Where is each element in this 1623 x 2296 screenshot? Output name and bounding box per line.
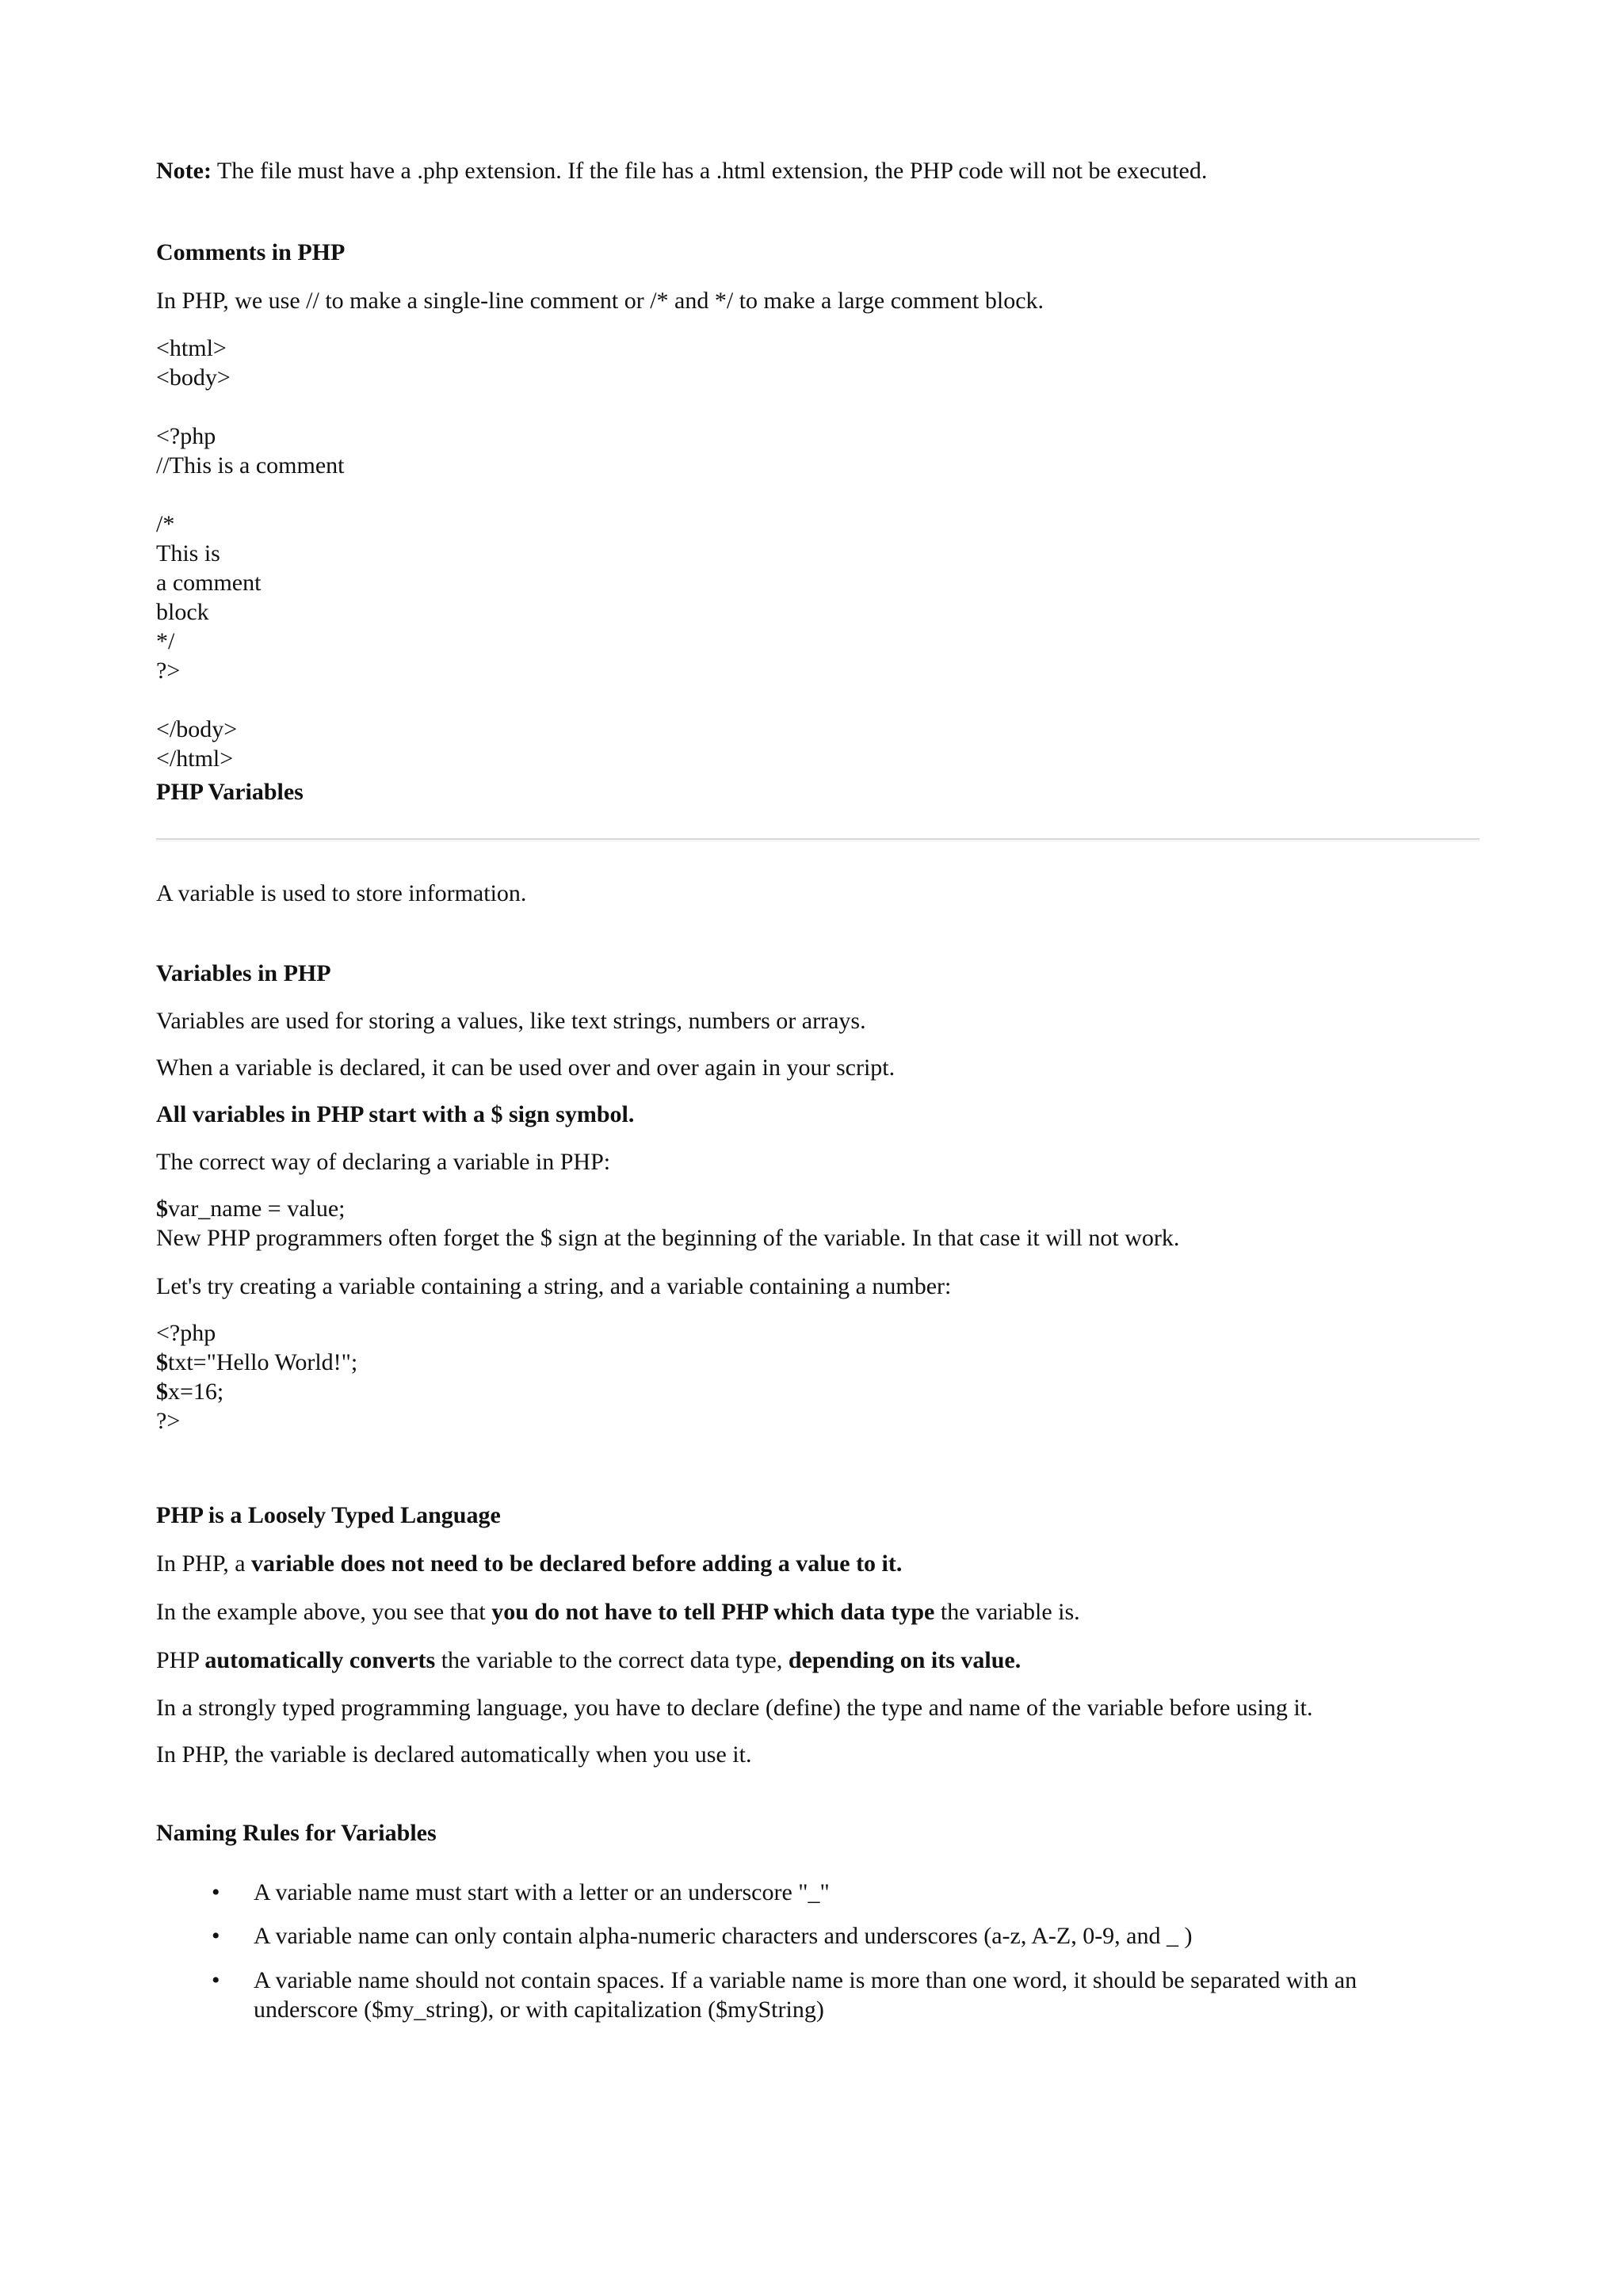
code-line: txt="Hello World!"; (168, 1349, 358, 1375)
variables-title: PHP Variables (156, 779, 304, 805)
note-text: The file must have a .php extension. If the file has a .html extension, the PHP code will not be executed. (211, 158, 1208, 184)
text: In PHP, a (156, 1550, 252, 1577)
dollar-sign: $ (156, 1196, 168, 1222)
rule-text: A variable name must start with a letter or an underscore "_" (254, 1879, 830, 1905)
code-line: </body> (156, 716, 238, 742)
code-line: ?> (156, 1408, 181, 1434)
variables-code-block (156, 1318, 357, 1436)
code-line: <html> (156, 335, 227, 361)
code-line: */ (156, 628, 175, 654)
bullet-icon: • (212, 1967, 220, 1993)
bold-text: you do not have to tell PHP which data type (491, 1599, 935, 1625)
code-line (156, 480, 344, 509)
code-line: /* (156, 511, 175, 537)
naming-heading: Naming Rules for Variables (156, 1820, 437, 1846)
code-line: x=16; (168, 1379, 224, 1405)
code-line: block (156, 599, 209, 625)
variables-p3: All variables in PHP start with a $ sign symbol. (156, 1101, 635, 1127)
text: the variable to the correct data type, (435, 1647, 789, 1673)
rule-text: A variable name should not contain spaces. If a variable name is more than one word, it should be separated with an underscore ($my_string), or with capitalization ($myString) (254, 1967, 1358, 2023)
declaration-text: var_name = value; (168, 1196, 346, 1222)
code-line: <?php (156, 423, 216, 449)
dollar-sign: $ (156, 1379, 168, 1405)
text: PHP (156, 1647, 205, 1673)
loosely-heading: PHP is a Loosely Typed Language (156, 1502, 501, 1528)
comments-intro: In PHP, we use // to make a single-line comment or /* and */ to make a large comment block. (156, 288, 1044, 314)
bold-text: automatically converts (204, 1647, 436, 1673)
rule-text: A variable name can only contain alpha-numeric characters and underscores (a-z, A-Z, 0-9, and _ ) (254, 1923, 1193, 1949)
loosely-p1 (156, 1549, 902, 1578)
variables-intro: A variable is used to store information. (156, 880, 527, 906)
dollar-sign: $ (156, 1349, 168, 1375)
code-line: <body> (156, 364, 231, 391)
text: the variable is. (934, 1599, 1080, 1625)
bold-text: depending on its value. (788, 1647, 1022, 1673)
text: In the example above, you see that (156, 1599, 492, 1625)
loosely-p5: In PHP, the variable is declared automatically when you use it. (156, 1741, 752, 1768)
variables-p4: The correct way of declaring a variable in PHP: (156, 1149, 611, 1175)
comments-heading: Comments in PHP (156, 239, 346, 265)
variables-p2: When a variable is declared, it can be used over and over again in your script. (156, 1055, 896, 1081)
code-line: </html> (156, 746, 234, 772)
bullet-icon: • (212, 1923, 220, 1949)
code-line: <?php (156, 1320, 216, 1346)
variables-heading: Variables in PHP (156, 960, 331, 986)
code-line: //This is a comment (156, 452, 345, 479)
variables-p5: New PHP programmers often forget the $ sign at the beginning of the variable. In that case it will not work. (156, 1225, 1180, 1251)
code-line: This is (156, 540, 220, 566)
bullet-icon: • (212, 1879, 220, 1905)
comments-code-block (156, 334, 344, 773)
code-line: a comment (156, 570, 262, 596)
bold-text: variable does not need to be declared before adding a value to it. (251, 1550, 903, 1577)
code-line (156, 685, 344, 715)
note-paragraph (156, 156, 1207, 185)
note-label: Note: (156, 158, 212, 184)
variables-p6: Let's try creating a variable containing a string, and a variable containing a number: (156, 1273, 952, 1299)
loosely-p4: In a strongly typed programming language, you have to declare (define) the type and name of the variable before using it. (156, 1695, 1313, 1721)
variables-p1: Variables are used for storing a values, like text strings, numbers or arrays. (156, 1008, 866, 1034)
horizontal-rule (156, 838, 1480, 841)
variable-declaration (156, 1194, 1179, 1253)
code-line (156, 392, 344, 421)
loosely-p2 (156, 1597, 1080, 1627)
code-line: ?> (156, 658, 181, 684)
loosely-p3 (156, 1646, 1021, 1675)
